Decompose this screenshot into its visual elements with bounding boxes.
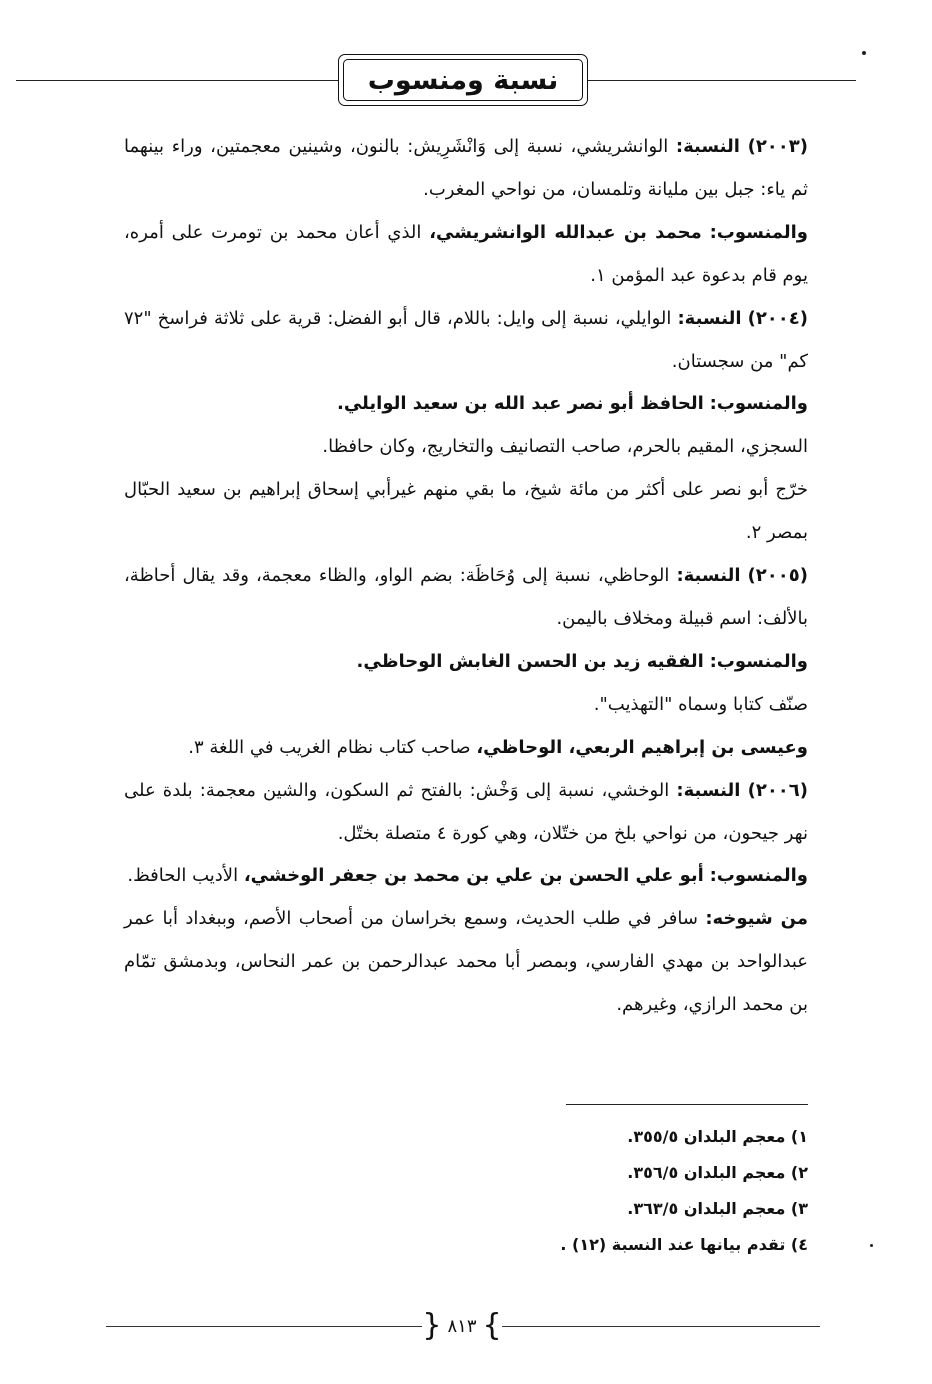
nisba-text: الوانشريشي، نسبة إلى وَانْشَرِيش: بالنون، وشينين معجمتين، وراء بينهما ثم ياء: جبل بين مليانة وتلمسان، من نواحي المغرب. [124,136,808,200]
running-title: نسبة ومنسوب [343,59,583,101]
mansub-text: الذي أعان محمد بن تومرت على أمره، يوم قام بدعوة عبد المؤمن ١. [124,221,808,286]
shuyukh-label: من شيوخه: [705,908,809,930]
speck-mark [870,1244,873,1247]
footer-rule-right [502,1326,820,1327]
mansub-name: الحافظ أبو نصر عبد الله بن سعيد الوايلي. [337,393,704,415]
mansub-text: الأديب الحافظ. [127,865,239,887]
mansub-name: أبو علي الحسن بن علي بن محمد بن جعفر الوخشي، [243,865,704,887]
mansub-label: والمنسوب: [709,865,808,887]
nisba-entry-2004 [124,298,808,384]
header-rule-left [16,80,338,81]
nisba-text: الوخشي، نسبة إلى وَخْش: بالفتح ثم السكون، والشين معجمة: بلدة على نهر جيحون، من نواحي بلخ من ختّلان، وهي كورة ٤ متصلة بختّل. [124,779,808,844]
mansub-entry [124,383,808,426]
entry-number: (٢٠٠٦) [747,779,809,801]
footnote-separator [566,1104,808,1105]
mansub-entry [124,212,808,298]
footnote: ٣) معجم البلدان ٣٦٣/٥. [627,1199,808,1218]
footnote: ٤) تقدم بيانها عند النسبة (١٢) . [560,1235,808,1254]
mansub-name: محمد بن عبدالله الوانشريشي، [429,221,702,243]
shuyukh-text: سافر في طلب الحديث، وسمع بخراسان من أصحاب الأصم، وببغداد أبا عمر عبدالواحد بن مهدي الفارسي، وبمصر أبا محمد عبدالرحمن بن عمر النحاس، وبدمشق تمّام بن محمد الرازي، وغيرهم. [124,908,808,1016]
entry-number: (٢٠٠٣) [747,136,808,157]
mansub-name: وعيسى بن إبراهيم الربعي، الوحاظي، [476,736,808,758]
main-text [124,126,808,1027]
nisba-label: النسبة: [675,136,740,157]
nisba-label: النسبة: [677,307,742,329]
mansub-extra [124,727,808,770]
mansub-label: والمنسوب: [709,393,808,415]
nisba-entry-2003 [124,126,808,212]
body-paragraph: السجزي، المقيم بالحرم، صاحب التصانيف والتخاريج، وكان حافظا. [322,436,808,458]
mansub-text: صاحب كتاب نظام الغريب في اللغة ٣. [188,736,471,758]
mansub-entry [124,641,808,684]
shuyukh-paragraph [124,898,808,1027]
footnote: ١) معجم البلدان ٣٥٥/٥. [627,1127,808,1146]
page-number-box [422,1306,502,1346]
footnotes [400,1119,808,1263]
nisba-text: الوحاظي، نسبة إلى وُحَاظَة: بضم الواو، والظاء معجمة، وقد يقال أحاظة، بالألف: اسم قبيلة ومخلاف باليمن. [124,565,808,629]
speck-mark [862,51,866,55]
mansub-name: الفقيه زيد بن الحسن الغابش الوحاظي. [356,650,704,672]
nisba-label: النسبة: [676,779,741,801]
body-paragraph: خرّج أبو نصر على أكثر من مائة شيخ، ما بقي منهم غيرأبي إسحاق إبراهيم بن سعيد الحبّال بمصر ٢. [124,479,808,544]
entry-number: (٢٠٠٤) [747,307,808,329]
brace-left-icon: } [482,1308,502,1343]
nisba-entry-2005 [124,555,808,641]
nisba-text: الوايلي، نسبة إلى وايل: باللام، قال أبو الفضل: قرية على ثلاثة فراسخ "٧٢ كم" من سجستان. [124,307,808,372]
mansub-label: والمنسوب: [709,650,808,672]
nisba-label: النسبة: [676,565,741,587]
footnote: ٢) معجم البلدان ٣٥٦/٥. [627,1163,808,1182]
page-number: ٨١٣ [447,1315,477,1337]
header-rule-right [588,80,856,81]
entry-number: (٢٠٠٥) [747,565,808,587]
mansub-label: والمنسوب: [709,221,808,243]
mansub-entry [124,855,808,898]
body-paragraph: صنّف كتابا وسماه "التهذيب". [593,693,808,715]
brace-right-icon: { [422,1308,442,1343]
nisba-entry-2006 [124,770,808,856]
footer-rule-left [106,1326,422,1327]
header-frame [338,54,588,106]
